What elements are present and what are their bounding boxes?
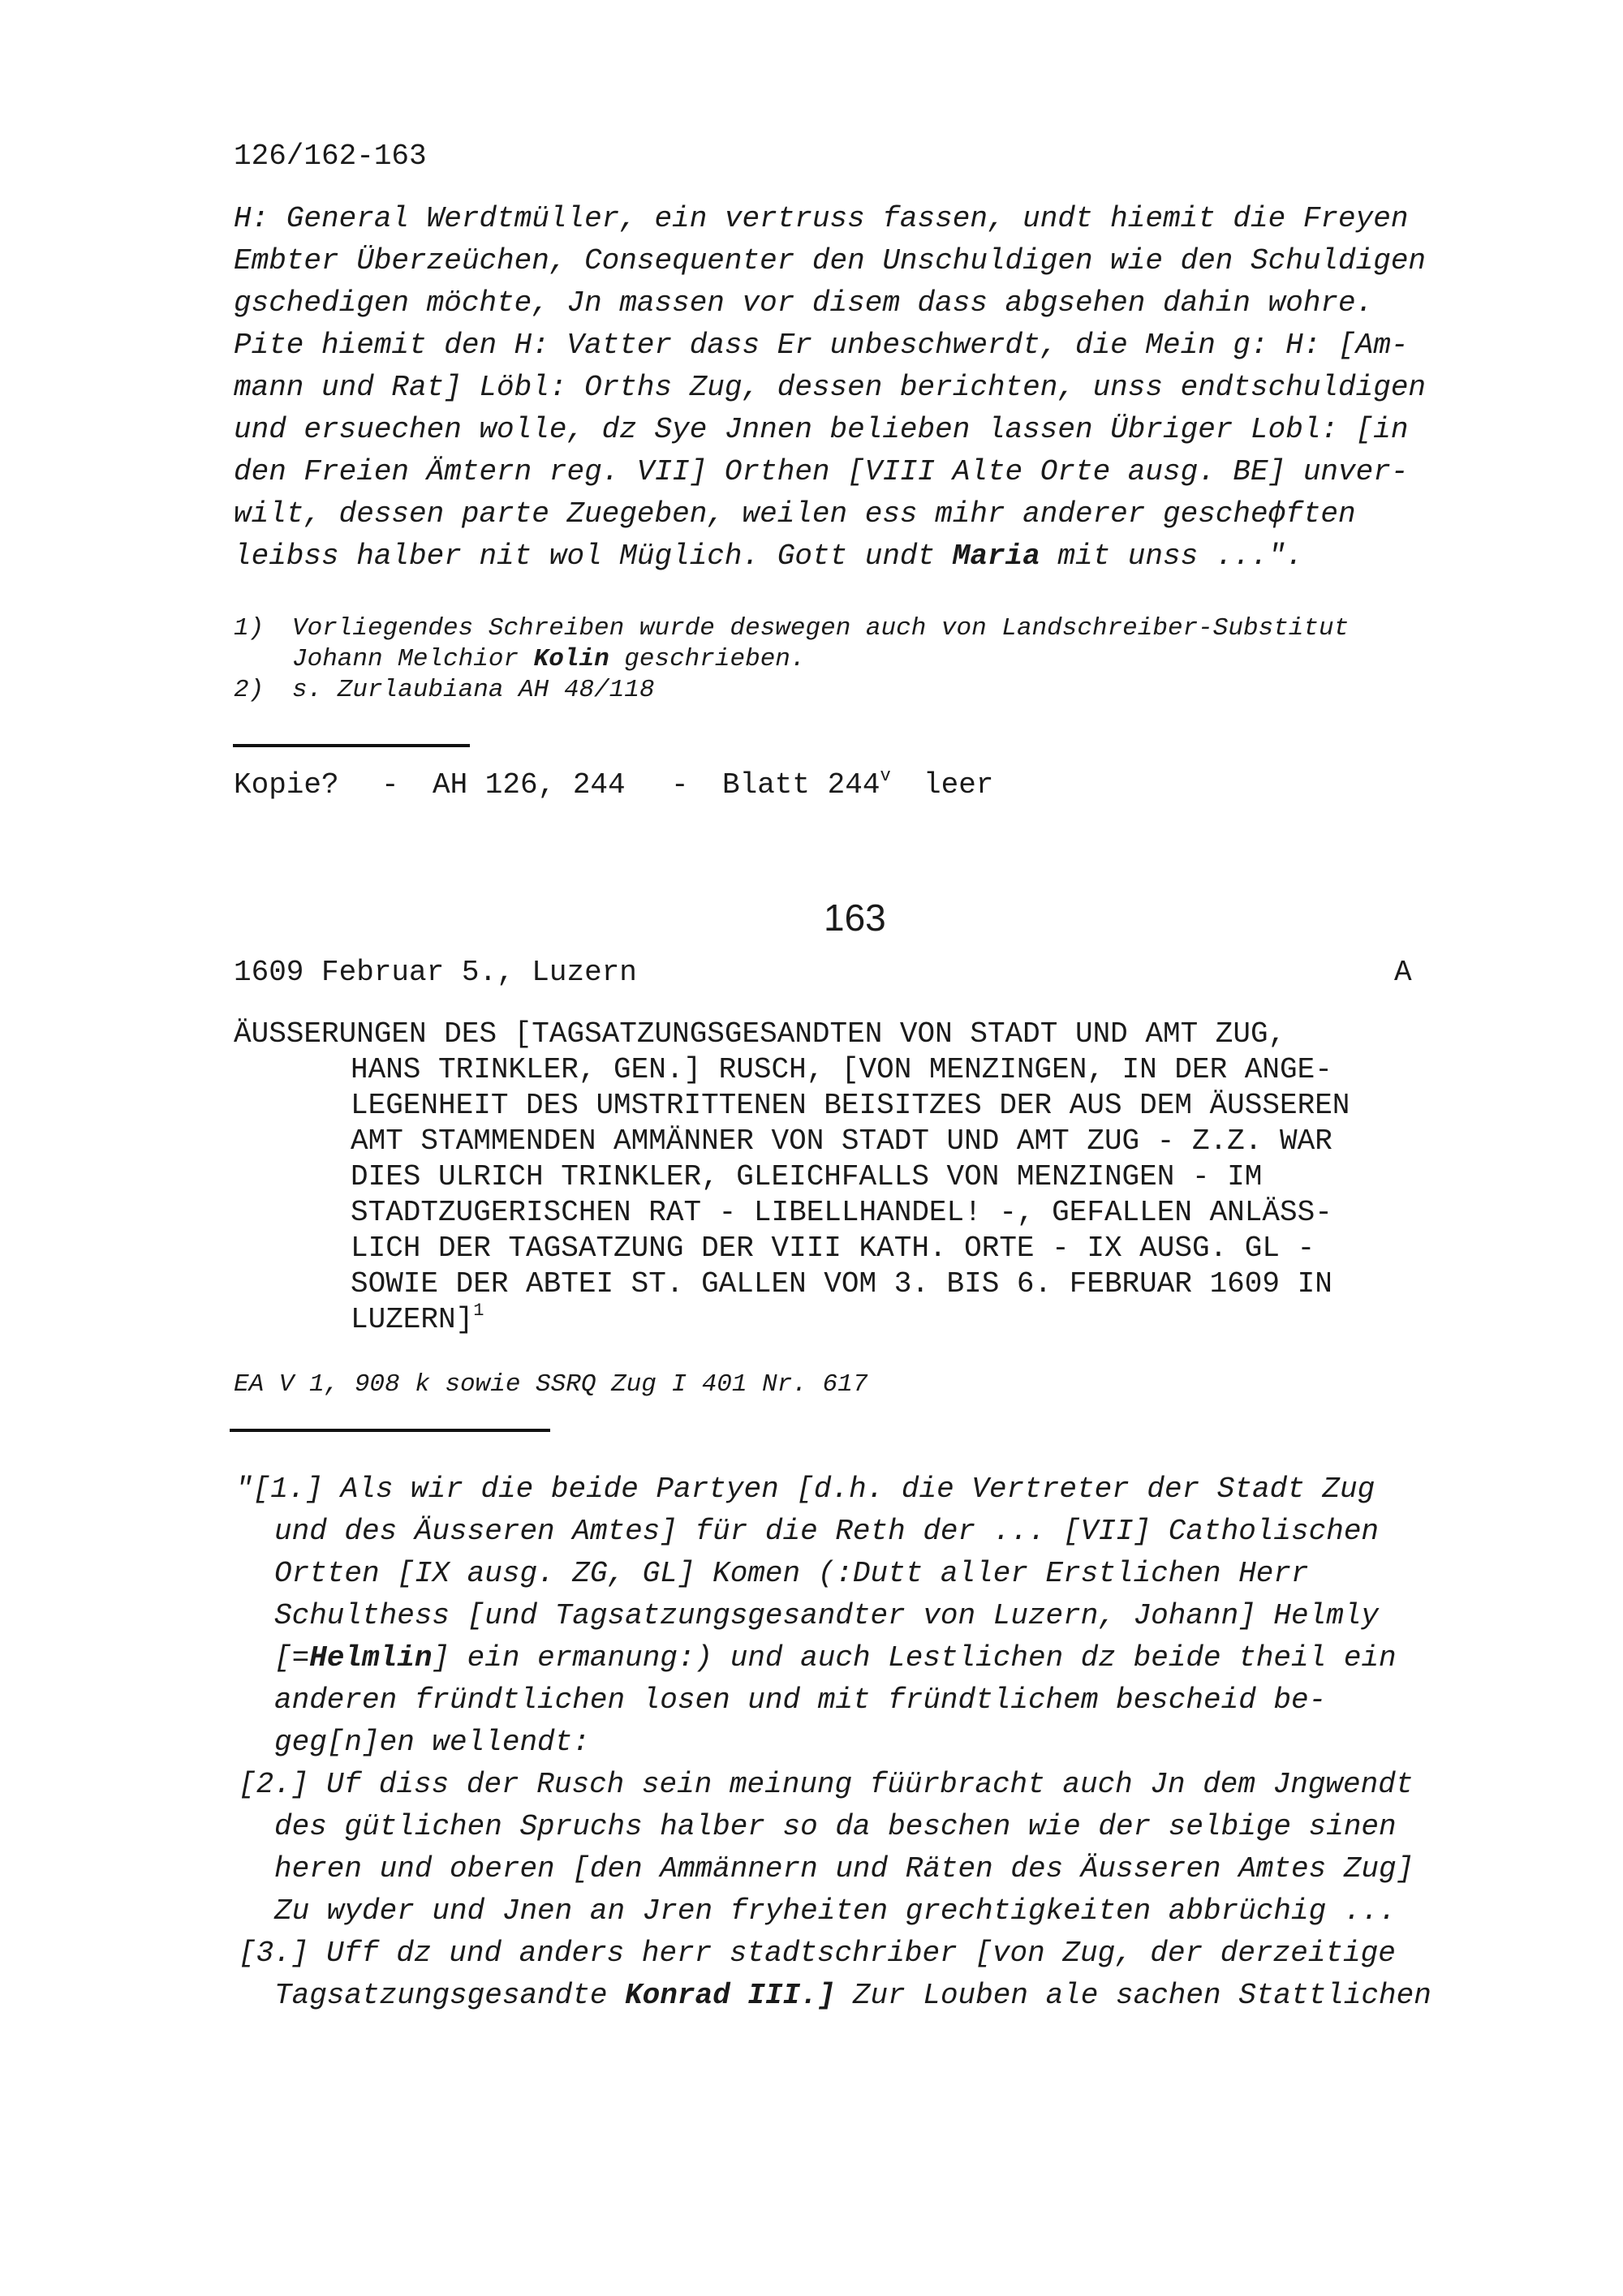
- text-line-2: und des Äusseren Amtes] für die Reth der ... [VII] Catholischen: [274, 1515, 1380, 1548]
- regest-line-9: LUZERN]$^1$: [351, 1301, 484, 1336]
- source-dash-1: -: [381, 768, 399, 802]
- footnote-2-text: s. Zurlaubiana AH 48/118: [292, 676, 655, 704]
- text-line-4: Schulthess [und Tagsatzungsgesandter von Luzern, Johann] Helmly: [274, 1599, 1380, 1632]
- footnote-1-line-1: Vorliegendes Schreiben wurde deswegen auch von Landschreiber-Substitut: [292, 614, 1350, 643]
- prev-text-line-7: den Freien Ämtern reg. VII] Orthen [VIII Alte Orte ausg. BE] unver-: [234, 455, 1409, 488]
- text-line-5: [=Helmlin] ein ermanung:) und auch Lestlichen dz beide theil ein: [274, 1641, 1397, 1675]
- regest-line-5: DIES ULRICH TRINKLER, GLEICHFALLS VON MENZINGEN - IM: [351, 1160, 1263, 1193]
- prev-text-line-3: gschedigen möchte, Jn massen vor disem dass abgsehen dahin wohre.: [234, 286, 1374, 320]
- name-helmlin: Helmlin: [309, 1641, 433, 1675]
- source-kopie: Kopie?: [234, 768, 339, 802]
- regest-line-3: LEGENHEIT DES UMSTRITTENEN BEISITZES DER AUS DEM ÄUSSEREN: [351, 1089, 1350, 1122]
- regest-line-8: SOWIE DER ABTEI ST. GALLEN VOM 3. BIS 6. FEBRUAR 1609 IN: [351, 1267, 1332, 1301]
- text-line-3: Ortten [IX ausg. ZG, GL] Komen (:Dutt aller Erstlichen Herr: [274, 1557, 1309, 1590]
- date-place: 1609 Februar 5., Luzern: [234, 956, 637, 989]
- source-blatt: Blatt 244$^v$: [722, 766, 891, 802]
- regest-line-4: AMT STAMMENDEN AMMÄNNER VON STADT UND AMT ZUG - Z.Z. WAR: [351, 1124, 1332, 1158]
- regest-line-1: ÄUSSERUNGEN DES [TAGSATZUNGSGESANDTEN VON STADT UND AMT ZUG,: [234, 1017, 1286, 1051]
- prev-text-line-5: mann und Rat] Löbl: Orths Zug, dessen berichten, unss endtschuldigen: [234, 371, 1427, 404]
- prev-text-line-8: wilt, dessen parte Zuegeben, weilen ess mihr anderer gescheфften: [234, 497, 1356, 531]
- text-line-6: anderen fründtlichen losen und mit fründtlichem bescheid be-: [274, 1683, 1327, 1717]
- reference: EA V 1, 908 k sowie SSRQ Zug I 401 Nr. 617: [234, 1370, 868, 1399]
- prev-text-line-2: Embter Überzeüchen, Consequenter den Unschuldigen wie den Schuldigen: [234, 244, 1427, 277]
- source-leer: leer: [923, 768, 994, 802]
- text-line-1: "[1.] Als wir die beide Partyen [d.h. die Vertreter der Stadt Zug: [235, 1473, 1375, 1506]
- text-line-11: Zu wyder und Jnen an Jren fryheiten grechtigkeiten abbrüchig ...: [274, 1894, 1397, 1928]
- document-number: 163: [824, 896, 886, 939]
- text-line-12: [3.] Uff dz und anders herr stadtschriber [von Zug, der derzeitige: [239, 1937, 1396, 1970]
- text-line-8: [2.] Uf diss der Rusch sein meinung füürbracht auch Jn dem Jngwendt: [239, 1768, 1414, 1801]
- regest-line-7: LICH DER TAGSATZUNG DER VIII KATH. ORTE - IX AUSG. GL -: [351, 1232, 1315, 1265]
- text-line-7: geg[n]en wellendt:: [274, 1726, 590, 1759]
- source-blatt-verso: v: [880, 766, 891, 786]
- source-dash-2: -: [671, 768, 689, 802]
- regest-line-2: HANS TRINKLER, GEN.] RUSCH, [VON MENZINGEN, IN DER ANGE-: [351, 1053, 1332, 1086]
- text-line-13: Tagsatzungsgesandte Konrad III.] Zur Louben ale sachen Stattlichen: [274, 1979, 1431, 2012]
- text-line-9: des gütlichen Spruchs halber so da beschen wie der selbige sinen: [274, 1810, 1397, 1843]
- page-header: 126/162-163: [234, 140, 427, 173]
- regest-line-6: STADTZUGERISCHEN RAT - LIBELLHANDEL! -, GEFALLEN ANLÄSS-: [351, 1196, 1332, 1229]
- footnote-2-number: 2): [234, 676, 265, 704]
- name-kolin: Kolin: [533, 645, 609, 673]
- document-letter: A: [1394, 956, 1412, 989]
- separator-rule-1: [233, 744, 470, 747]
- name-konrad: Konrad III.]: [625, 1979, 836, 2012]
- text-line-10: heren und oberen [den Ammännern und Räten des Äusseren Amtes Zug]: [274, 1852, 1414, 1885]
- footnote-1-line-2: Johann Melchior Kolin geschrieben.: [292, 645, 806, 673]
- prev-text-line-9: leibss halber nit wol Müglich. Gott undt Maria mit unss ...".: [234, 540, 1303, 573]
- prev-text-line-4: Pite hiemit den H: Vatter dass Er unbeschwerdt, die Mein g: H: [Am-: [234, 329, 1409, 362]
- prev-text-line-1: H: General Werdtmüller, ein vertruss fassen, undt hiemit die Freyen: [234, 202, 1409, 235]
- separator-rule-2: [230, 1429, 550, 1432]
- regest-footnote-ref: 1: [473, 1301, 484, 1321]
- name-maria: Maria: [952, 540, 1040, 573]
- source-ah: AH 126, 244: [433, 768, 626, 802]
- prev-text-line-6: und ersuechen wolle, dz Sye Jnnen belieben lassen Übriger Lobl: [in: [234, 413, 1409, 446]
- footnote-1-number: 1): [234, 614, 265, 643]
